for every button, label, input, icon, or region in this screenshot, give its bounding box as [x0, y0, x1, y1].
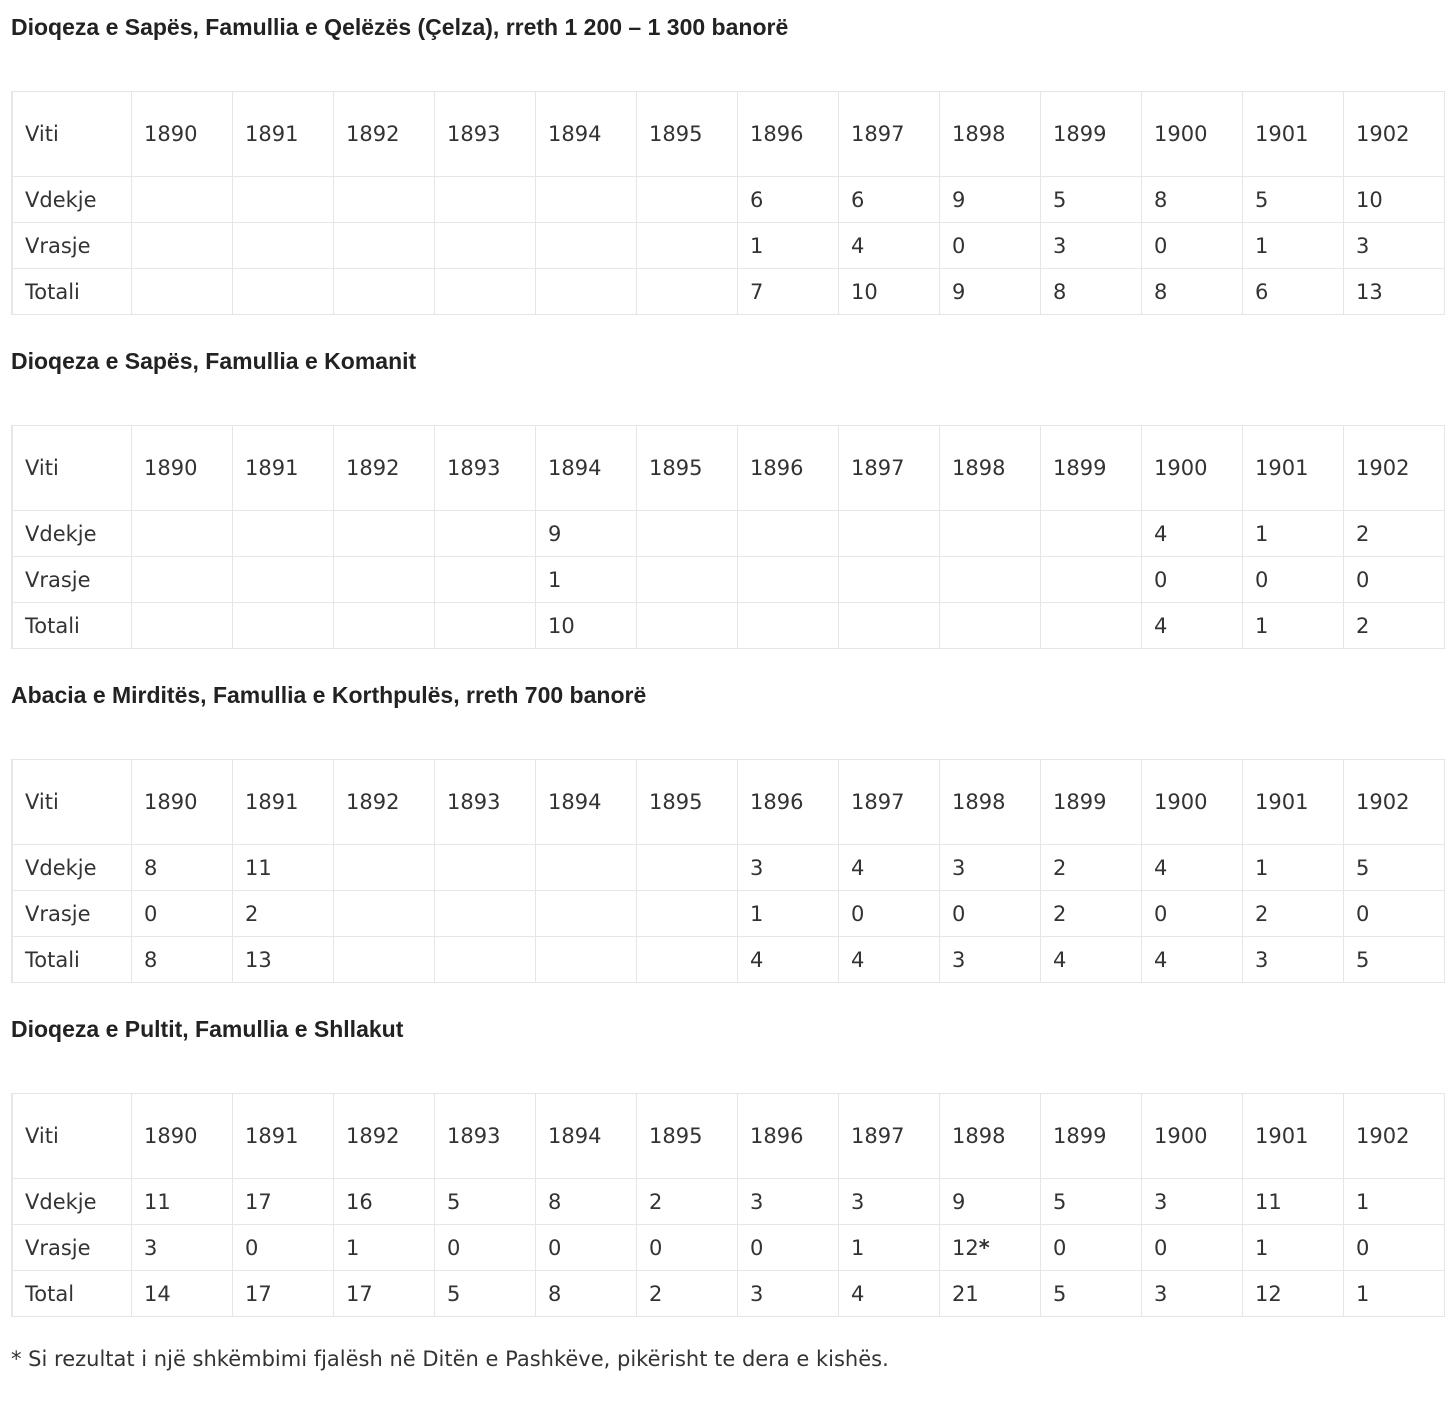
year-header-cell: 1898 — [940, 760, 1041, 845]
value-cell: 2 — [1344, 511, 1445, 557]
table-section-koman — [11, 344, 1410, 649]
value-cell — [233, 603, 334, 649]
value-cell: 1 — [1344, 1179, 1445, 1225]
value-cell: 5 — [435, 1271, 536, 1317]
row-label: Vdekje — [13, 177, 132, 223]
value-cell — [435, 557, 536, 603]
value-cell — [637, 177, 738, 223]
year-header-cell: 1891 — [233, 1094, 334, 1179]
value-cell: 1 — [1243, 223, 1344, 269]
value-cell: 0 — [1344, 557, 1445, 603]
value-cell: 0 — [1344, 1225, 1445, 1271]
value-cell: 10 — [839, 269, 940, 315]
value-cell — [233, 177, 334, 223]
value-cell: 1 — [1243, 845, 1344, 891]
table-scroll-container[interactable] — [11, 91, 1410, 315]
table-scroll-container[interactable] — [11, 425, 1410, 649]
table-row — [13, 891, 1445, 937]
value-cell — [435, 937, 536, 983]
value-cell: 0 — [1243, 557, 1344, 603]
value-cell — [637, 603, 738, 649]
value-cell — [334, 177, 435, 223]
value-cell: 8 — [132, 937, 233, 983]
value-cell — [1041, 557, 1142, 603]
year-header-cell: 1895 — [637, 760, 738, 845]
value-cell: 1 — [1243, 603, 1344, 649]
table-row — [13, 1225, 1445, 1271]
value-cell — [536, 269, 637, 315]
value-cell: 1 — [536, 557, 637, 603]
year-header-cell: 1901 — [1243, 1094, 1344, 1179]
value-cell — [132, 603, 233, 649]
value-cell: 5 — [1041, 177, 1142, 223]
value-cell: 0 — [435, 1225, 536, 1271]
year-header-cell: 1895 — [637, 92, 738, 177]
value-cell — [637, 891, 738, 937]
value-cell: 9 — [940, 269, 1041, 315]
row-label: Total — [13, 1271, 132, 1317]
value-cell — [435, 603, 536, 649]
year-header-cell: 1898 — [940, 1094, 1041, 1179]
value-cell — [233, 269, 334, 315]
table-scroll-container[interactable] — [11, 1093, 1410, 1317]
value-cell — [334, 557, 435, 603]
mortality-table — [12, 1093, 1445, 1317]
header-row — [13, 92, 1445, 177]
year-header-cell: 1896 — [738, 92, 839, 177]
value-cell: 0 — [738, 1225, 839, 1271]
year-header-cell: 1899 — [1041, 92, 1142, 177]
table-row — [13, 557, 1445, 603]
row-label: Vdekje — [13, 845, 132, 891]
value-cell: 3 — [839, 1179, 940, 1225]
value-cell: 3 — [940, 937, 1041, 983]
value-cell: 5 — [1344, 845, 1445, 891]
value-cell — [738, 511, 839, 557]
year-header-cell: 1890 — [132, 760, 233, 845]
value-cell — [637, 223, 738, 269]
value-cell: 1 — [839, 1225, 940, 1271]
table-scroll-container[interactable] — [11, 759, 1410, 983]
value-cell: 3 — [1142, 1271, 1243, 1317]
year-header-cell: 1894 — [536, 760, 637, 845]
value-cell: 2 — [1041, 891, 1142, 937]
value-cell: 10 — [1344, 177, 1445, 223]
year-header-cell: 1892 — [334, 1094, 435, 1179]
value-cell — [536, 845, 637, 891]
value-cell: 17 — [334, 1271, 435, 1317]
value-cell — [334, 937, 435, 983]
year-header-cell: 1897 — [839, 760, 940, 845]
value-cell: 3 — [738, 1179, 839, 1225]
year-header-cell: 1899 — [1041, 760, 1142, 845]
value-cell — [435, 223, 536, 269]
header-row — [13, 760, 1445, 845]
year-header-cell: 1892 — [334, 760, 435, 845]
year-header-cell: 1895 — [637, 426, 738, 511]
value-cell — [233, 557, 334, 603]
row-label: Viti — [13, 426, 132, 511]
year-header-cell: 1895 — [637, 1094, 738, 1179]
value-cell — [132, 269, 233, 315]
value-cell: 2 — [637, 1271, 738, 1317]
value-cell: 3 — [132, 1225, 233, 1271]
year-header-cell: 1901 — [1243, 92, 1344, 177]
value-cell: 12* — [940, 1225, 1041, 1271]
value-cell — [334, 891, 435, 937]
year-header-cell: 1897 — [839, 92, 940, 177]
year-header-cell: 1890 — [132, 1094, 233, 1179]
value-cell: 16 — [334, 1179, 435, 1225]
value-cell — [536, 891, 637, 937]
value-cell: 8 — [536, 1179, 637, 1225]
footnote-marker: * — [978, 1235, 990, 1260]
year-header-cell: 1899 — [1041, 426, 1142, 511]
year-header-cell: 1891 — [233, 760, 334, 845]
table-row — [13, 603, 1445, 649]
row-label: Totali — [13, 603, 132, 649]
year-header-cell: 1892 — [334, 92, 435, 177]
value-cell: 1 — [334, 1225, 435, 1271]
value-cell — [334, 223, 435, 269]
value-cell: 0 — [637, 1225, 738, 1271]
value-cell — [334, 511, 435, 557]
year-header-cell: 1901 — [1243, 426, 1344, 511]
table-row — [13, 1179, 1445, 1225]
row-label: Viti — [13, 1094, 132, 1179]
table-row — [13, 845, 1445, 891]
year-header-cell: 1900 — [1142, 760, 1243, 845]
value-cell: 0 — [1142, 223, 1243, 269]
value-cell — [637, 937, 738, 983]
value-cell: 21 — [940, 1271, 1041, 1317]
year-header-cell: 1893 — [435, 426, 536, 511]
value-cell: 10 — [536, 603, 637, 649]
value-cell — [940, 603, 1041, 649]
value-cell — [637, 269, 738, 315]
value-cell: 7 — [738, 269, 839, 315]
year-header-cell: 1893 — [435, 1094, 536, 1179]
value-cell: 5 — [1344, 937, 1445, 983]
year-header-cell: 1900 — [1142, 92, 1243, 177]
value-cell: 9 — [940, 1179, 1041, 1225]
value-cell — [132, 223, 233, 269]
year-header-cell: 1897 — [839, 1094, 940, 1179]
value-cell: 2 — [1344, 603, 1445, 649]
value-cell — [940, 511, 1041, 557]
year-header-cell: 1896 — [738, 1094, 839, 1179]
value-cell — [435, 269, 536, 315]
value-cell: 11 — [1243, 1179, 1344, 1225]
value-cell — [233, 511, 334, 557]
value-cell — [839, 557, 940, 603]
value-cell — [536, 937, 637, 983]
year-header-cell: 1891 — [233, 92, 334, 177]
value-cell: 2 — [1041, 845, 1142, 891]
value-cell: 3 — [1344, 223, 1445, 269]
value-cell: 5 — [1243, 177, 1344, 223]
value-cell — [738, 603, 839, 649]
value-cell: 0 — [1041, 1225, 1142, 1271]
row-label: Viti — [13, 760, 132, 845]
table-row — [13, 223, 1445, 269]
value-cell: 4 — [1142, 937, 1243, 983]
value-cell: 6 — [839, 177, 940, 223]
value-cell: 0 — [132, 891, 233, 937]
value-cell: 3 — [738, 845, 839, 891]
value-cell: 4 — [738, 937, 839, 983]
value-cell: 8 — [132, 845, 233, 891]
value-cell: 1 — [1344, 1271, 1445, 1317]
year-header-cell: 1897 — [839, 426, 940, 511]
row-label: Vrasje — [13, 557, 132, 603]
row-label: Vrasje — [13, 1225, 132, 1271]
year-header-cell: 1896 — [738, 426, 839, 511]
value-cell: 3 — [1243, 937, 1344, 983]
year-header-cell: 1902 — [1344, 1094, 1445, 1179]
value-cell — [637, 845, 738, 891]
row-label: Vrasje — [13, 891, 132, 937]
value-cell: 0 — [536, 1225, 637, 1271]
table-row — [13, 511, 1445, 557]
value-cell: 17 — [233, 1271, 334, 1317]
table-row — [13, 177, 1445, 223]
value-cell: 4 — [839, 223, 940, 269]
value-cell: 9 — [536, 511, 637, 557]
year-header-cell: 1893 — [435, 92, 536, 177]
section-title: Dioqeza e Pultit, Famullia e Shllakut — [11, 1016, 404, 1042]
footnote: * Si rezultat i një shkëmbimi fjalësh në Ditën e Pashkëve, pikërisht te dera e kishës. — [11, 1347, 889, 1371]
value-cell: 3 — [738, 1271, 839, 1317]
year-header-cell: 1894 — [536, 1094, 637, 1179]
value-cell — [132, 177, 233, 223]
value-cell: 8 — [1142, 177, 1243, 223]
row-label: Viti — [13, 92, 132, 177]
row-label: Totali — [13, 269, 132, 315]
value-cell: 8 — [1041, 269, 1142, 315]
value-cell: 4 — [1142, 603, 1243, 649]
value-cell: 0 — [1142, 557, 1243, 603]
section-title: Dioqeza e Sapës, Famullia e Qelëzës (Çelza), rreth 1 200 – 1 300 banorë — [11, 14, 789, 40]
value-cell: 5 — [1041, 1179, 1142, 1225]
value-cell: 4 — [1142, 511, 1243, 557]
value-cell: 9 — [940, 177, 1041, 223]
value-cell: 5 — [1041, 1271, 1142, 1317]
year-header-cell: 1896 — [738, 760, 839, 845]
section-title: Dioqeza e Sapës, Famullia e Komanit — [11, 348, 417, 374]
value-cell: 0 — [1344, 891, 1445, 937]
value-cell — [132, 511, 233, 557]
value-cell — [132, 557, 233, 603]
table-row — [13, 937, 1445, 983]
value-cell — [839, 603, 940, 649]
value-cell — [536, 223, 637, 269]
value-cell: 0 — [839, 891, 940, 937]
value-cell — [536, 177, 637, 223]
table-section-korthpula — [11, 678, 1410, 983]
value-cell: 4 — [839, 845, 940, 891]
value-cell: 8 — [536, 1271, 637, 1317]
value-cell: 4 — [1142, 845, 1243, 891]
value-cell: 4 — [1041, 937, 1142, 983]
row-label: Totali — [13, 937, 132, 983]
year-header-cell: 1900 — [1142, 1094, 1243, 1179]
value-cell: 14 — [132, 1271, 233, 1317]
table-section-shllaku — [11, 1012, 1410, 1317]
header-row — [13, 1094, 1445, 1179]
value-cell: 12 — [1243, 1271, 1344, 1317]
value-cell — [435, 511, 536, 557]
value-cell: 0 — [1142, 891, 1243, 937]
row-label: Vdekje — [13, 511, 132, 557]
year-header-cell: 1898 — [940, 92, 1041, 177]
value-cell — [637, 511, 738, 557]
mortality-table — [12, 425, 1445, 649]
value-cell: 13 — [233, 937, 334, 983]
year-header-cell: 1902 — [1344, 92, 1445, 177]
value-cell: 3 — [1142, 1179, 1243, 1225]
year-header-cell: 1890 — [132, 426, 233, 511]
value-cell: 17 — [233, 1179, 334, 1225]
table-row — [13, 1271, 1445, 1317]
row-label: Vrasje — [13, 223, 132, 269]
value-cell: 0 — [940, 891, 1041, 937]
value-cell: 1 — [738, 891, 839, 937]
value-cell: 1 — [1243, 511, 1344, 557]
value-cell: 2 — [1243, 891, 1344, 937]
value-cell: 3 — [1041, 223, 1142, 269]
year-header-cell: 1892 — [334, 426, 435, 511]
value-cell: 2 — [233, 891, 334, 937]
value-cell — [1041, 511, 1142, 557]
year-header-cell: 1890 — [132, 92, 233, 177]
value-cell — [1041, 603, 1142, 649]
year-header-cell: 1901 — [1243, 760, 1344, 845]
value-cell: 11 — [233, 845, 334, 891]
value-cell — [233, 223, 334, 269]
year-header-cell: 1893 — [435, 760, 536, 845]
year-header-cell: 1902 — [1344, 760, 1445, 845]
year-header-cell: 1898 — [940, 426, 1041, 511]
value-cell: 11 — [132, 1179, 233, 1225]
value-cell: 3 — [940, 845, 1041, 891]
year-header-cell: 1891 — [233, 426, 334, 511]
year-header-cell: 1900 — [1142, 426, 1243, 511]
value-cell — [435, 845, 536, 891]
value-cell: 1 — [1243, 1225, 1344, 1271]
table-section-celza — [11, 10, 1410, 315]
mortality-table — [12, 91, 1445, 315]
value-cell: 13 — [1344, 269, 1445, 315]
value-cell: 4 — [839, 937, 940, 983]
value-cell: 5 — [435, 1179, 536, 1225]
value-cell: 4 — [839, 1271, 940, 1317]
value-cell: 2 — [637, 1179, 738, 1225]
value-cell: 8 — [1142, 269, 1243, 315]
value-cell — [738, 557, 839, 603]
value-cell — [940, 557, 1041, 603]
value-cell — [435, 177, 536, 223]
year-header-cell: 1902 — [1344, 426, 1445, 511]
row-label: Vdekje — [13, 1179, 132, 1225]
value-cell: 0 — [1142, 1225, 1243, 1271]
value-cell — [839, 511, 940, 557]
header-row — [13, 426, 1445, 511]
mortality-table — [12, 759, 1445, 983]
value-cell: 0 — [940, 223, 1041, 269]
table-row — [13, 269, 1445, 315]
value-cell — [637, 557, 738, 603]
year-header-cell: 1894 — [536, 426, 637, 511]
section-title: Abacia e Mirditës, Famullia e Korthpulës, rreth 700 banorë — [11, 682, 647, 708]
value-cell: 1 — [738, 223, 839, 269]
value-cell: 6 — [1243, 269, 1344, 315]
year-header-cell: 1899 — [1041, 1094, 1142, 1179]
value-cell — [435, 891, 536, 937]
year-header-cell: 1894 — [536, 92, 637, 177]
value-cell — [334, 845, 435, 891]
value-cell: 6 — [738, 177, 839, 223]
value-cell — [334, 269, 435, 315]
value-cell — [334, 603, 435, 649]
value-cell: 0 — [233, 1225, 334, 1271]
